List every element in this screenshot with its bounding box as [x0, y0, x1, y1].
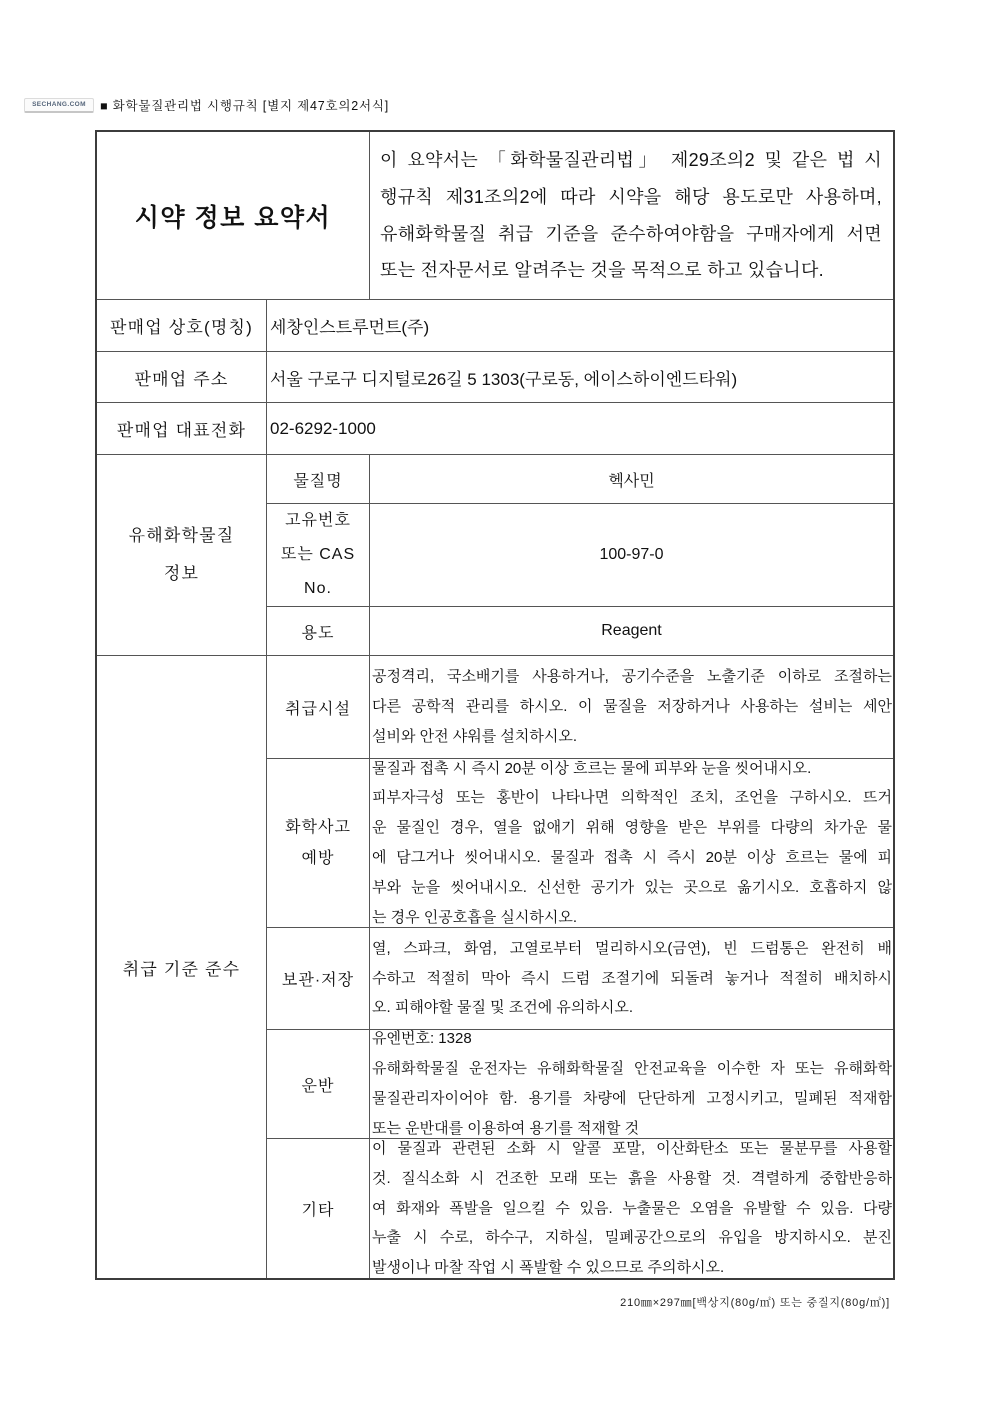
form-title-cell [97, 132, 370, 300]
use-label: 용도 [301, 624, 335, 642]
use-value-cell [370, 607, 893, 656]
accident-prevention-text-line: 피부자극성 또는 홍반이 나타나면 의학적인 조치, 조언을 구하시오. 뜨거 [372, 789, 892, 807]
form-header [24, 95, 389, 115]
seller-address-label: 판매업 주소 [134, 369, 229, 389]
seller-phone-label: 판매업 대표전화 [116, 421, 247, 440]
handling-section-label: 취급 기준 준수 [122, 959, 241, 979]
transport-label-cell [267, 1030, 370, 1139]
seller-address-value: 서울 구로구 디지털로26길 5 1303(구로동, 에이스하이엔드타워) [270, 369, 738, 389]
substance-name-label-cell [267, 455, 370, 504]
transport-text-line: 물질관리자이어야 함. 용기를 차량에 단단하게 고정시키고, 밀폐된 적재함 [372, 1090, 892, 1107]
other-text-line: 것. 질식소화 시 건조한 모래 또는 흙을 사용할 것. 격렬하게 중합반응하 [372, 1169, 892, 1187]
other-text [372, 1134, 892, 1283]
transport-text-line: 유엔번호: 1328 [372, 1030, 472, 1048]
use-label-cell [267, 607, 370, 656]
storage-text [372, 934, 892, 1023]
transport-text-cell [370, 1030, 893, 1139]
substance-section-label-line: 유해화학물질 [128, 526, 235, 545]
accident-prevention-label-line: 예방 [301, 850, 335, 867]
facility-text-line: 설비와 안전 샤워를 설치하시오. [372, 727, 578, 745]
facility-text-line: 공정격리, 국소배기를 사용하거나, 공기수준을 노출기준 이하로 조절하는 [372, 668, 892, 686]
other-text-line: 이 물질과 관련된 소화 시 알콜 포말, 이산화탄소 또는 물분무를 사용할 [372, 1140, 892, 1158]
facility-text-cell [370, 656, 893, 759]
accident-prevention-label-line: 화학사고 [285, 819, 351, 836]
facility-label: 취급시설 [285, 700, 351, 718]
storage-text-line: 오. 피해야할 물질 및 조건에 유의하시오. [372, 999, 634, 1017]
accident-prevention-text-line: 에 담그거나 씻어내시오. 물질과 접촉 시 즉시 20분 이상 흐르는 물에 피 [372, 849, 892, 866]
storage-text-line: 열, 스파크, 화염, 고열로부터 멀리하시오(금연), 빈 드럼통은 완전히 배 [372, 939, 892, 957]
reagent-summary-form [95, 130, 895, 1280]
facility-label-cell [267, 656, 370, 759]
form-title: 시약 정보 요약서 [134, 203, 332, 232]
seller-name-label-cell [97, 300, 267, 352]
cas-label-line: 고유번호 [285, 512, 351, 529]
accident-prevention-text-line: 운 물질인 경우, 열을 없애기 위해 영향을 받은 부위를 다량의 차가운 물 [372, 819, 892, 837]
accident-prevention-text-line: 물질과 접촉 시 즉시 20분 이상 흐르는 물에 피부와 눈을 씻어내시오. [372, 759, 812, 777]
paper-spec: 210㎜×297㎜[백상지(80g/㎡) 또는 중질지(80g/㎡)] [620, 1297, 890, 1309]
substance-name-label: 물질명 [293, 472, 343, 490]
substance-name-value-cell [370, 455, 893, 504]
substance-section-label [129, 517, 235, 593]
seller-phone-label-cell [97, 403, 267, 455]
transport-text-line: 유해화학물질 운전자는 유해화학물질 안전교육을 이수한 자 또는 유해화학 [372, 1060, 892, 1078]
accident-prevention-text-cell [370, 759, 893, 928]
other-label-cell [267, 1139, 370, 1278]
handling-section-cell [97, 656, 267, 1278]
other-text-line: 발생이나 마찰 작업 시 폭발할 수 있으므로 주의하시오. [372, 1259, 725, 1277]
cas-label-cell [267, 504, 370, 607]
sechang-logo: SECHANG.COM [24, 98, 94, 113]
storage-label-cell [267, 928, 370, 1030]
cas-value-cell [370, 504, 893, 607]
cas-label-line: No. [304, 580, 332, 597]
intro-line: 또는 전자문서로 알려주는 것을 목적으로 하고 있습니다. [380, 260, 824, 281]
other-text-cell [370, 1139, 893, 1278]
storage-text-cell [370, 928, 893, 1030]
seller-phone-value: 02-6292-1000 [270, 418, 376, 438]
intro-paragraph [380, 142, 882, 289]
transport-text [372, 1024, 892, 1143]
accident-prevention-label-cell [267, 759, 370, 928]
intro-line: 유해화학물질 취급 기준을 준수하여야함을 구매자에게 서면 [380, 223, 882, 244]
transport-label: 운반 [301, 1077, 335, 1095]
seller-phone-value-cell [267, 403, 893, 455]
seller-name-label: 판매업 상호(명칭) [110, 318, 253, 337]
seller-name-value-cell [267, 300, 893, 352]
form-reference: ■ 화학물질관리법 시행규칙 [별지 제47호의2서식] [100, 99, 389, 113]
facility-text-line: 다른 공학적 관리를 하시오. 이 물질을 저장하거나 사용하는 설비는 세안 [372, 698, 892, 716]
seller-name-value: 세창인스트루먼트(주) [270, 318, 430, 337]
cas-label [281, 504, 355, 606]
other-label: 기타 [301, 1202, 335, 1219]
intro-line: 이 요약서는 「화학물질관리법」 제29조의2 및 같은 법 시 [380, 150, 882, 171]
other-text-line: 여 화재와 폭발을 일으킬 수 있음. 누출물은 오염을 유발할 수 있음. 다량 [372, 1199, 892, 1217]
accident-prevention-text [372, 754, 892, 933]
substance-name-value: 헥사민 [608, 472, 655, 490]
substance-section-label-line: 정보 [163, 564, 200, 583]
cas-label-line: 또는 CAS [280, 546, 356, 563]
seller-address-value-cell [267, 352, 893, 403]
use-value: Reagent [601, 622, 662, 639]
facility-text [372, 662, 892, 751]
seller-address-label-cell [97, 352, 267, 403]
accident-prevention-text-line: 부와 눈을 씻어내시오. 신선한 공기가 있는 곳으로 옮기시오. 호흡하지 않 [372, 878, 892, 896]
cas-number: 100-97-0 [599, 546, 664, 563]
accident-prevention-label [285, 812, 351, 874]
accident-prevention-text-line: 는 경우 인공호흡을 실시하시오. [372, 908, 578, 926]
storage-text-line: 수하고 적절히 막아 즉시 드럼 조절기에 되돌려 놓거나 적절히 배치하시 [372, 969, 892, 987]
intro-line: 행규칙 제31조의2에 따라 시약을 해당 용도로만 사용하며, [380, 186, 882, 207]
transport-text-line: 또는 운반대를 이용하여 용기를 적재할 것 [372, 1119, 640, 1137]
substance-section-cell [97, 455, 267, 656]
other-text-line: 누출 시 수로, 하수구, 지하실, 밀폐공간으로의 유입을 방지하시오. 분진 [372, 1229, 892, 1247]
intro-cell [370, 132, 893, 300]
storage-label: 보관·저장 [281, 972, 355, 989]
